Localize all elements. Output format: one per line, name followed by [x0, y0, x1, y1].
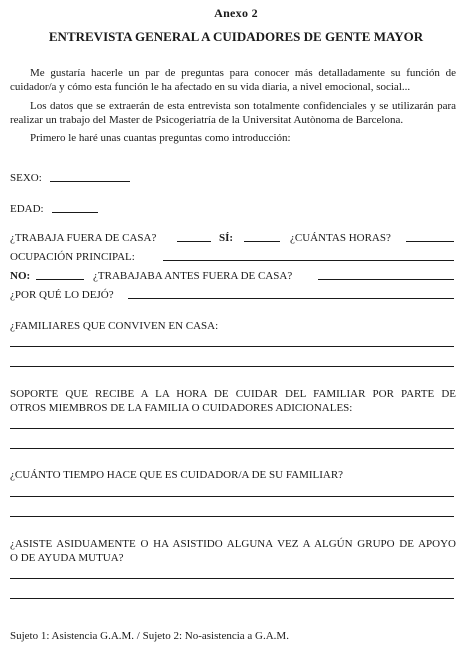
soporte-answer-line-2[interactable] [10, 448, 454, 449]
horas-answer-line[interactable] [406, 241, 454, 242]
familiares-answer-line-2[interactable] [10, 366, 454, 367]
intro-paragraph-3: Primero le haré unas cuantas preguntas como introducción: [30, 132, 291, 144]
asiste-question-line-2: O DE AYUDA MUTUA? [10, 552, 124, 564]
si-answer-line[interactable] [244, 241, 280, 242]
horas-label: ¿CUÁNTAS HORAS? [290, 232, 391, 244]
no-label: NO: [10, 270, 31, 282]
asiste-answer-line-2[interactable] [10, 598, 454, 599]
asiste-question-line-1: ¿ASISTE ASIDUAMENTE O HA ASISTIDO ALGUNA VEZ A ALGÚN GRUPO DE APOYO [10, 538, 456, 550]
sexo-answer-line[interactable] [50, 181, 130, 182]
familiares-answer-line-1[interactable] [10, 346, 454, 347]
edad-label: EDAD: [10, 203, 44, 215]
trabaja-label: ¿TRABAJA FUERA DE CASA? [10, 232, 157, 244]
document-title: ENTREVISTA GENERAL A CUIDADORES DE GENTE MAYOR [48, 29, 424, 44]
soporte-answer-line-1[interactable] [10, 428, 454, 429]
trabajaba-label: ¿TRABAJABA ANTES FUERA DE CASA? [93, 270, 293, 282]
tiempo-question: ¿CUÁNTO TIEMPO HACE QUE ES CUIDADOR/A DE SU FAMILIAR? [10, 469, 344, 481]
intro-paragraph-2: Los datos que se extraerán de esta entrevista son totalmente confidenciales y se utilizarán para realizar un trabajo del Master de Psicogeriatría de la Universitat Autònoma de Barcelona. [10, 100, 456, 126]
asiste-answer-line-1[interactable] [10, 578, 454, 579]
soporte-question-line-2: OTROS MIEMBROS DE LA FAMILIA O CUIDADORES ADICIONALES: [10, 402, 353, 414]
ocupacion-label: OCUPACIÓN PRINCIPAL: [10, 251, 135, 263]
intro-paragraph-1: Me gustaría hacerle un par de preguntas para conocer más detalladamente su función de cuidador/a y cómo esta función le ha afectado en su vida diaria, a nivel emocional, social... [10, 67, 456, 93]
trabaja-answer-line[interactable] [177, 241, 211, 242]
familiares-question: ¿FAMILIARES QUE CONVIVEN EN CASA: [10, 320, 219, 332]
si-label: SÍ: [219, 232, 234, 244]
footer-note: Sujeto 1: Asistencia G.A.M. / Sujeto 2: No-asistencia a G.A.M. [10, 630, 289, 642]
ocupacion-answer-line[interactable] [163, 260, 454, 261]
no-answer-line[interactable] [36, 279, 84, 280]
soporte-question-line-1: SOPORTE QUE RECIBE A LA HORA DE CUIDAR DEL FAMILIAR POR PARTE DE [10, 388, 456, 400]
porque-answer-line[interactable] [128, 298, 454, 299]
sexo-label: SEXO: [10, 172, 42, 184]
porque-label: ¿POR QUÉ LO DEJÓ? [10, 289, 114, 301]
edad-answer-line[interactable] [52, 212, 98, 213]
annex-label: Anexo 2 [214, 6, 258, 20]
tiempo-answer-line-1[interactable] [10, 496, 454, 497]
trabajaba-answer-line[interactable] [318, 279, 454, 280]
tiempo-answer-line-2[interactable] [10, 516, 454, 517]
